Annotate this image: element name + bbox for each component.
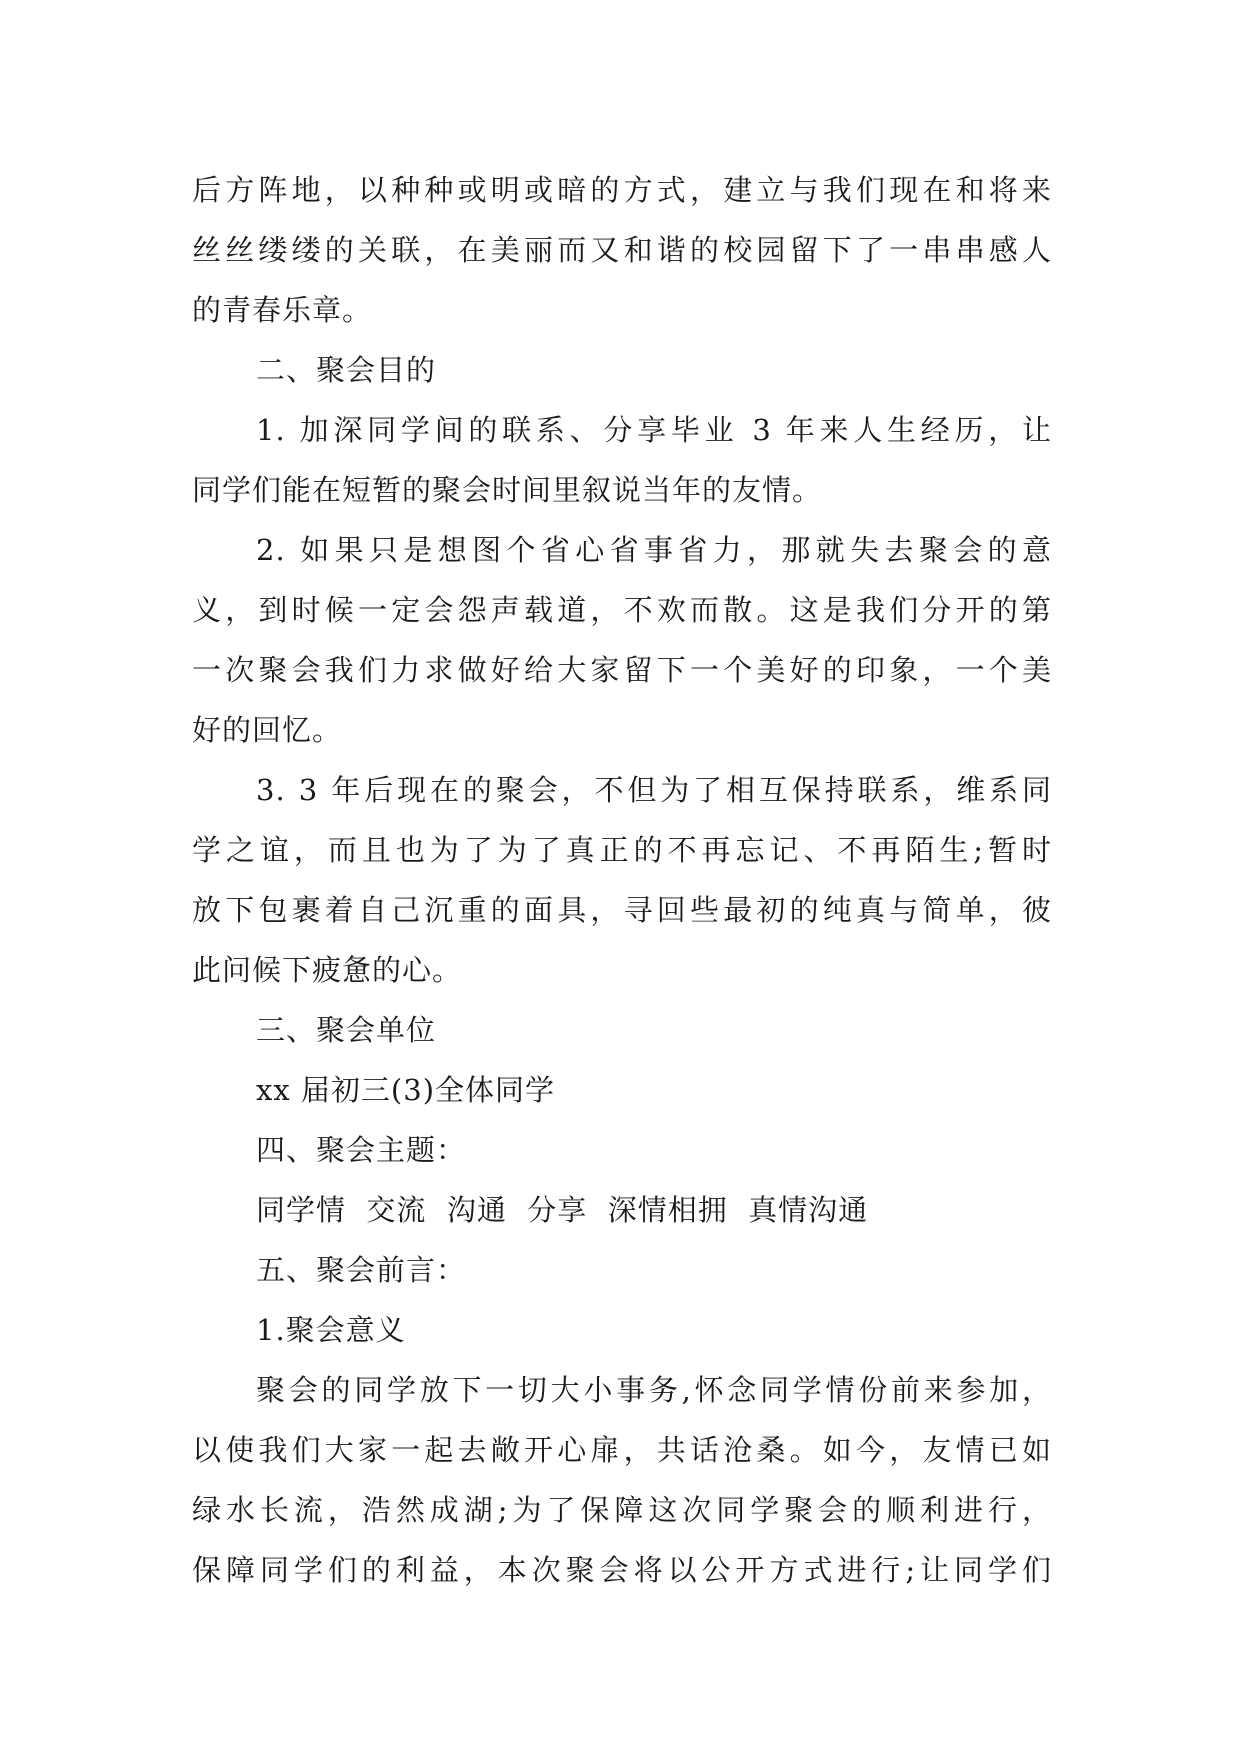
section-heading: 二、聚会目的 <box>256 353 437 387</box>
text-line: 聚会的同学放下一切大小事务,怀念同学情份前来参加， <box>256 1373 1052 1407</box>
text-line: 保障同学们的利益，本次聚会将以公开方式进行;让同学们 <box>192 1553 1052 1587</box>
text-line: 同学情 交流 沟通 分享 深情相拥 真情沟通 <box>256 1193 869 1227</box>
text-line: 2. 如果只是想图个省心省事省力，那就失去聚会的意 <box>256 533 1052 567</box>
text-line: 的青春乐章。 <box>192 293 373 327</box>
text-line: 绿水长流，浩然成湖;为了保障这次同学聚会的顺利进行， <box>192 1493 1052 1527</box>
text-line: 义，到时候一定会怨声载道，不欢而散。这是我们分开的第 <box>192 593 1052 627</box>
text-line: 同学们能在短暂的聚会时间里叙说当年的友情。 <box>192 473 823 507</box>
text-line: 3. 3 年后现在的聚会，不但为了相互保持联系，维系同 <box>256 773 1052 807</box>
text-line: 丝丝缕缕的关联，在美丽而又和谐的校园留下了一串串感人 <box>192 233 1052 267</box>
text-line: 1. 加深同学间的联系、分享毕业 3 年来人生经历，让 <box>256 413 1052 447</box>
subsection-heading: 1.聚会意义 <box>256 1313 406 1347</box>
section-heading: 三、聚会单位 <box>256 1013 437 1047</box>
text-line: 学之谊，而且也为了为了真正的不再忘记、不再陌生;暂时 <box>192 833 1052 867</box>
document-body <box>192 160 1052 1600</box>
text-line: 放下包裹着自己沉重的面具，寻回些最初的纯真与简单，彼 <box>192 893 1052 927</box>
text-line: 以使我们大家一起去敞开心扉，共话沧桑。如今，友情已如 <box>192 1433 1052 1467</box>
text-line: 此问候下疲惫的心。 <box>192 953 463 987</box>
section-heading: 四、聚会主题： <box>256 1133 467 1167</box>
section-heading: 五、聚会前言： <box>256 1253 467 1287</box>
text-line: xx 届初三(3)全体同学 <box>256 1073 556 1107</box>
text-line: 一次聚会我们力求做好给大家留下一个美好的印象，一个美 <box>192 653 1052 687</box>
text-line: 好的回忆。 <box>192 713 343 747</box>
text-line: 后方阵地，以种种或明或暗的方式，建立与我们现在和将来 <box>192 173 1052 207</box>
